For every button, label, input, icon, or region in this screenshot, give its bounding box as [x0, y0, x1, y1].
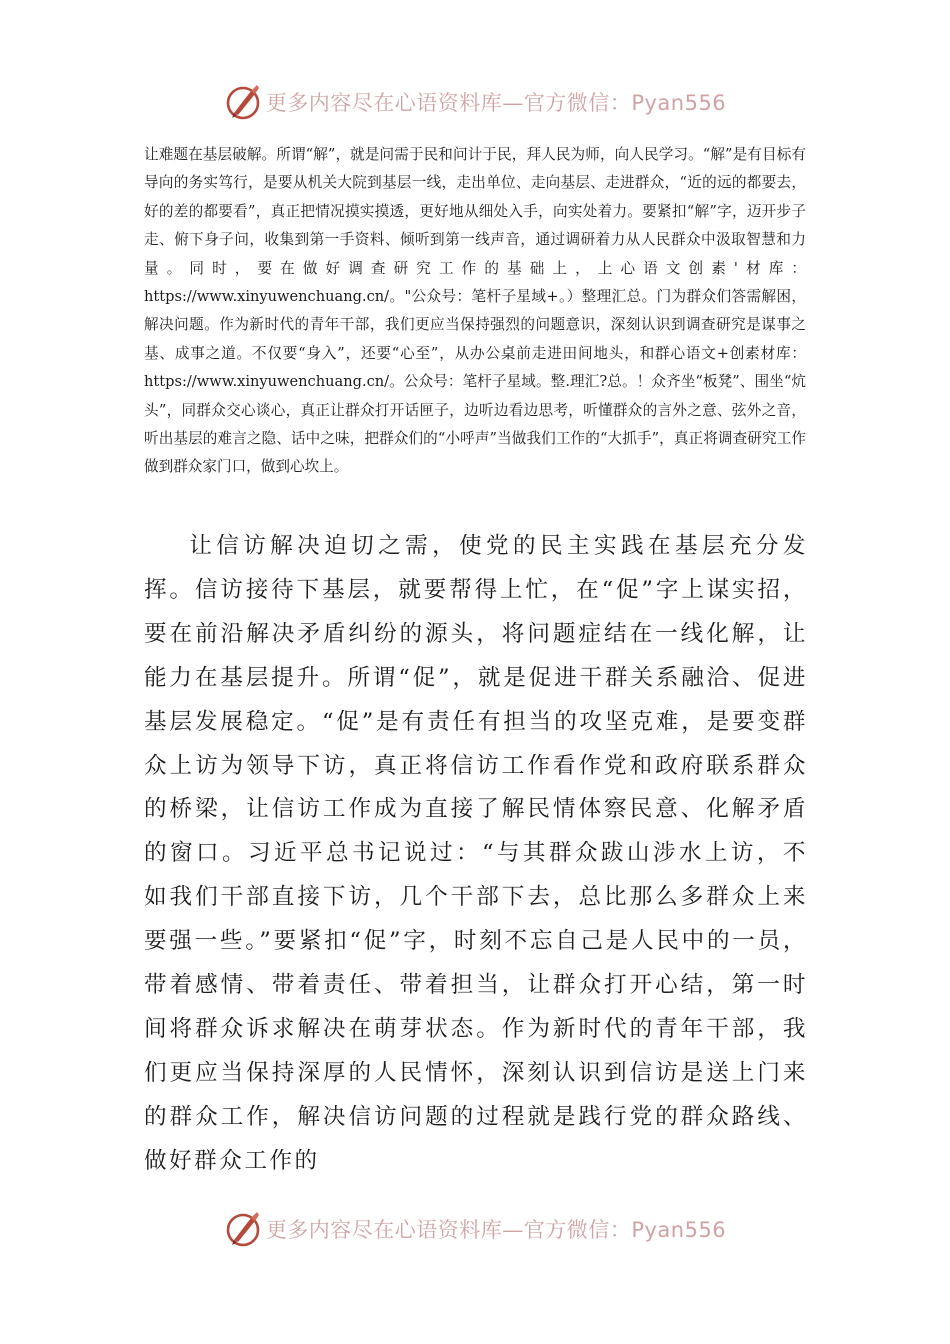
small-paragraph: 让难题在基层破解。所谓“解”，就是问需于民和问计于民，拜人民为师，向人民学习。“解”是有目标有导向的务实笃行，是要从机关大院到基层一线，走出单位、走向基层、走进群众，“近的远的都要去，好的差的都要看”，真正把情况摸实摸透，更好地从细处入手，向实处着力。要紧扣“解”字，迈开步子走、俯下身子问，收集到第一手资料、倾听到第一线声音，通过调研着力从人民群众中汲取智慧和力量。同时，要在做好调查研究工作的基础上，上心语文创素'材库：https://www.xinyuwenchuang.cn/。"公众号：笔杆子星域+。）整理汇总。门为群众们答需解困，解决问题。作为新时代的青年干部，我们更应当保持强烈的问题意识，深刻认识到调查研究是谋事之基、成事之道。不仅要“身入”，还要“心至”，从办公桌前走进田间地头，和群心语文+创素材库：https://www.xinyuwenchuang.cn/。公众号：笔杆子星域。整.理汇?总。！众齐坐“板凳”、围坐“炕头”，同群众交心谈心，真正让群众打开话匣子，边听边看边思考，听懂群众的言外之意、弦外之音，听出基层的难言之隐、话中之味，把群众们的“小呼声”当做我们工作的“大抓手”，真正将调查研究工作做到群众家门口，做到心坎上。 — [144, 146, 806, 476]
pen-logo-icon — [224, 1209, 264, 1249]
header-banner-text: 更多内容尽在心语资料库—官方微信：Pyan556 — [265, 91, 727, 115]
pen-logo-icon — [224, 82, 264, 122]
body-paragraph: 让信访解决迫切之需，使党的民主实践在基层充分发挥。信访接待下基层，就要帮得上忙，在“促”字上谋实招，要在前沿解决矛盾纠纷的源头，将问题症结在一线化解，让能力在基层提升。所谓“促”，就是促进干群关系融洽、促进基层发展稳定。“促”是有责任有担当的攻坚克难，是要变群众上访为领导下访，真正将信访工作看作党和政府联系群众的桥梁，让信访工作成为直接了解民情体察民意、化解矛盾的窗口。习近平总书记说过：“与其群众跋山涉水上访，不如我们干部直接下访，几个干部下去，总比那么多群众上来要强一些。”要紧扣“促”字，时刻不忘自己是人民中的一员，带着感情、带着责任、带着担当，让群众打开心结，第一时间将群众诉求解决在萌芽状态。作为新时代的青年干部，我们更应当保持深厚的人民情怀，深刻认识到信访是送上门来的群众工作，解决信访问题的过程就是践行党的群众路线、做好群众工作的 — [144, 533, 808, 1174]
footer-banner — [0, 1209, 950, 1249]
header-banner — [0, 82, 950, 122]
footer-banner-text: 更多内容尽在心语资料库—官方微信：Pyan556 — [265, 1218, 727, 1242]
